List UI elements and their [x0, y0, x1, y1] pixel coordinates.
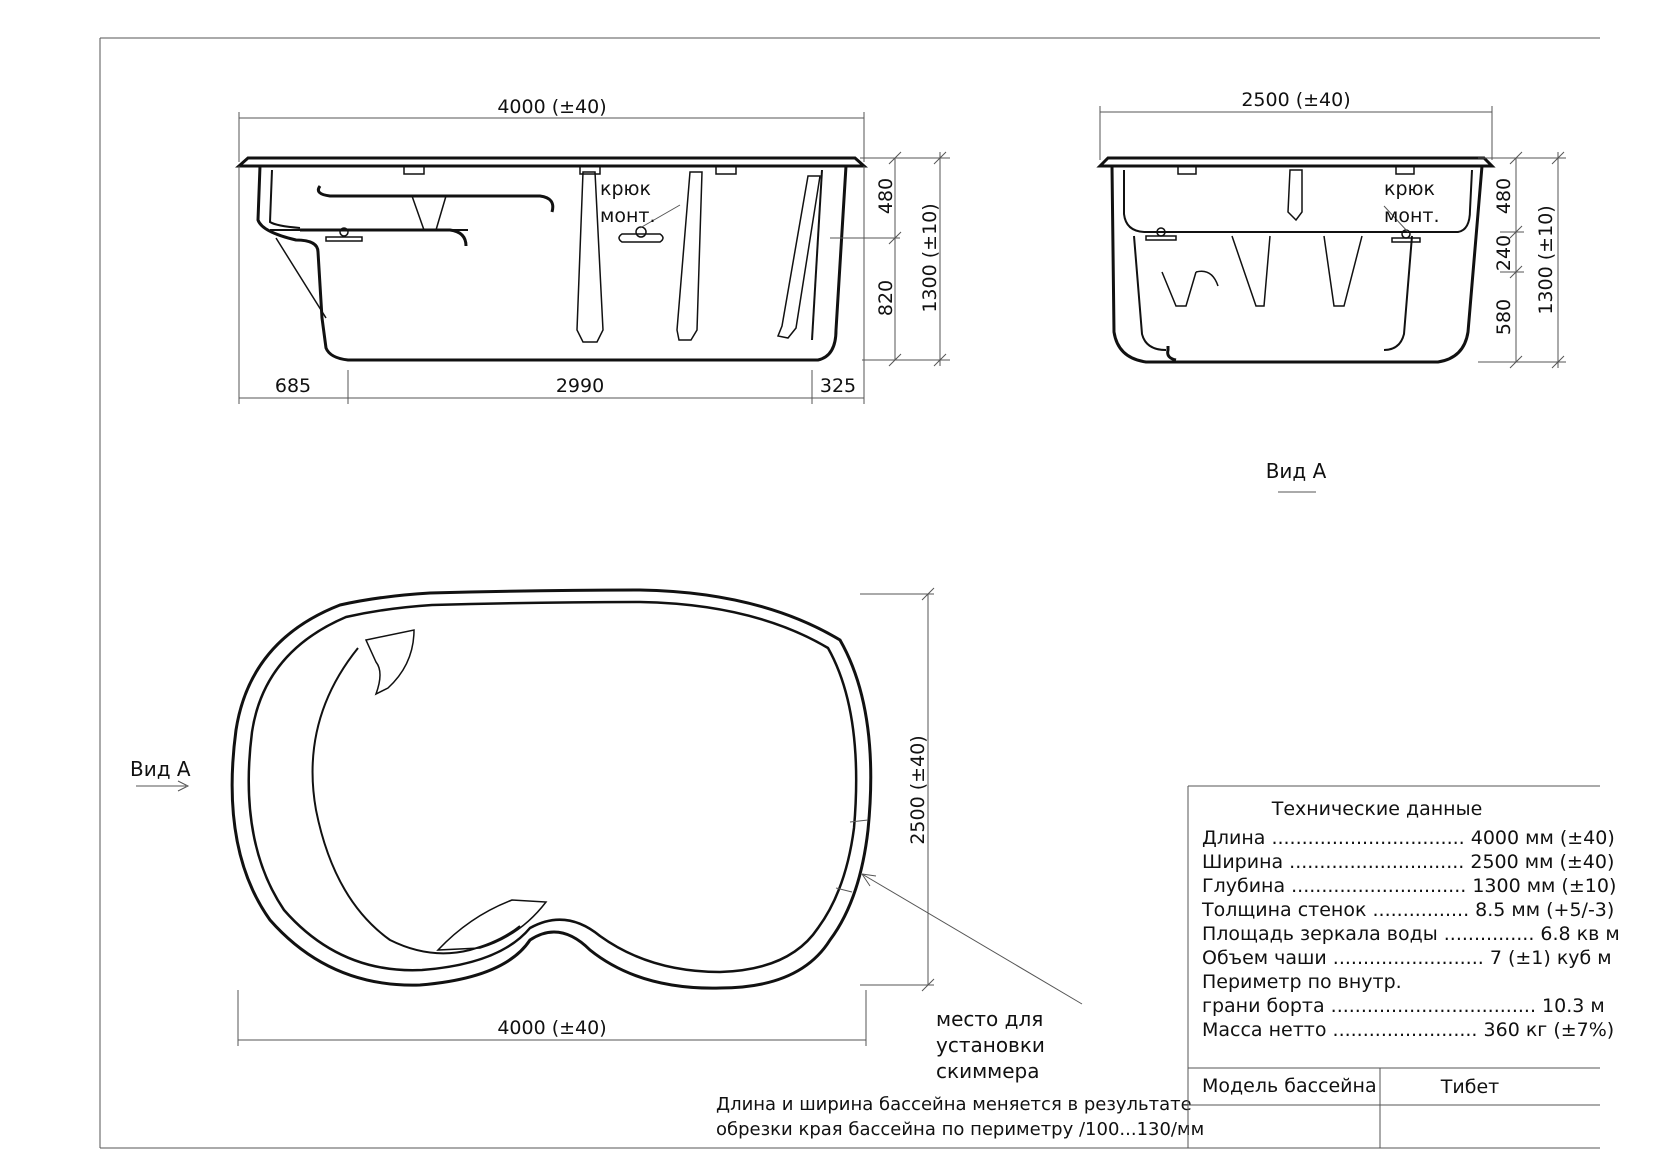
spec-row-wall: Толщина стенок ................ 8.5 мм (+5/-3): [1202, 899, 1615, 921]
side-length-dim: 4000 (±40): [497, 96, 607, 118]
spec-row-perimeter: грани борта .................................. 10.3 м: [1202, 995, 1605, 1017]
pool-outer-rim: [232, 590, 871, 988]
plan-view-marker: Вид А: [130, 757, 191, 781]
plan-length-dim: 4000 (±40): [497, 1017, 607, 1039]
spec-row-depth: Глубина ............................. 1300 мм (±10): [1202, 875, 1617, 897]
skimmer-label-3: скиммера: [936, 1059, 1040, 1083]
side-height-total: 1300 (±10): [919, 203, 941, 313]
skimmer-label-2: установки: [936, 1033, 1045, 1057]
spec-row-width: Ширина ............................. 2500 мм (±40): [1202, 851, 1615, 873]
plan-width-dim: 2500 (±40): [907, 735, 929, 845]
pool-bench: [313, 648, 520, 953]
spec-row-length: Длина ................................ 4000 мм (±40): [1202, 827, 1615, 849]
end-hook-label-1: крюк: [1384, 178, 1436, 200]
spec-title: Технические данные: [1271, 798, 1483, 820]
spec-row-perimeter-label: Периметр по внутр.: [1202, 971, 1402, 993]
end-view-caption: Вид А: [1265, 459, 1327, 483]
side-bottom-left: 685: [274, 375, 312, 397]
side-height-lower: 820: [875, 279, 897, 317]
spec-row-mass: Масса нетто ........................ 360 кг (±7%): [1202, 1019, 1615, 1041]
spec-row-area: Площадь зеркала воды ............... 6.8 кв м: [1202, 923, 1620, 945]
end-width-dim: 2500 (±40): [1241, 89, 1351, 111]
side-hook-label-2: монт.: [600, 205, 656, 227]
side-view: [239, 96, 950, 404]
end-height-total: 1300 (±10): [1535, 205, 1557, 315]
end-view: [1100, 89, 1566, 492]
end-hook-label-2: монт.: [1384, 205, 1440, 227]
spec-row-volume: Объем чаши ......................... 7 (±1) куб м: [1202, 947, 1612, 969]
side-hook-label-1: крюк: [600, 178, 652, 200]
model-label: Модель бассейна: [1202, 1075, 1377, 1097]
skimmer-label-1: место для: [936, 1007, 1044, 1031]
plan-view: [130, 588, 1082, 1083]
end-h1: 480: [1493, 177, 1515, 215]
end-h3: 580: [1493, 298, 1515, 336]
side-height-upper: 480: [875, 177, 897, 215]
trim-note-line1: Длина и ширина бассейна меняется в результате: [716, 1094, 1192, 1115]
side-bottom-right: 325: [819, 375, 857, 397]
trim-note-line2: обрезки края бассейна по периметру /100...130/мм: [716, 1119, 1205, 1140]
model-value: Тибет: [1440, 1076, 1500, 1098]
spec-table: [1188, 786, 1620, 1148]
pool-inner-edge: [249, 602, 856, 972]
side-bottom-mid: 2990: [555, 375, 605, 397]
end-h2: 240: [1493, 234, 1515, 272]
